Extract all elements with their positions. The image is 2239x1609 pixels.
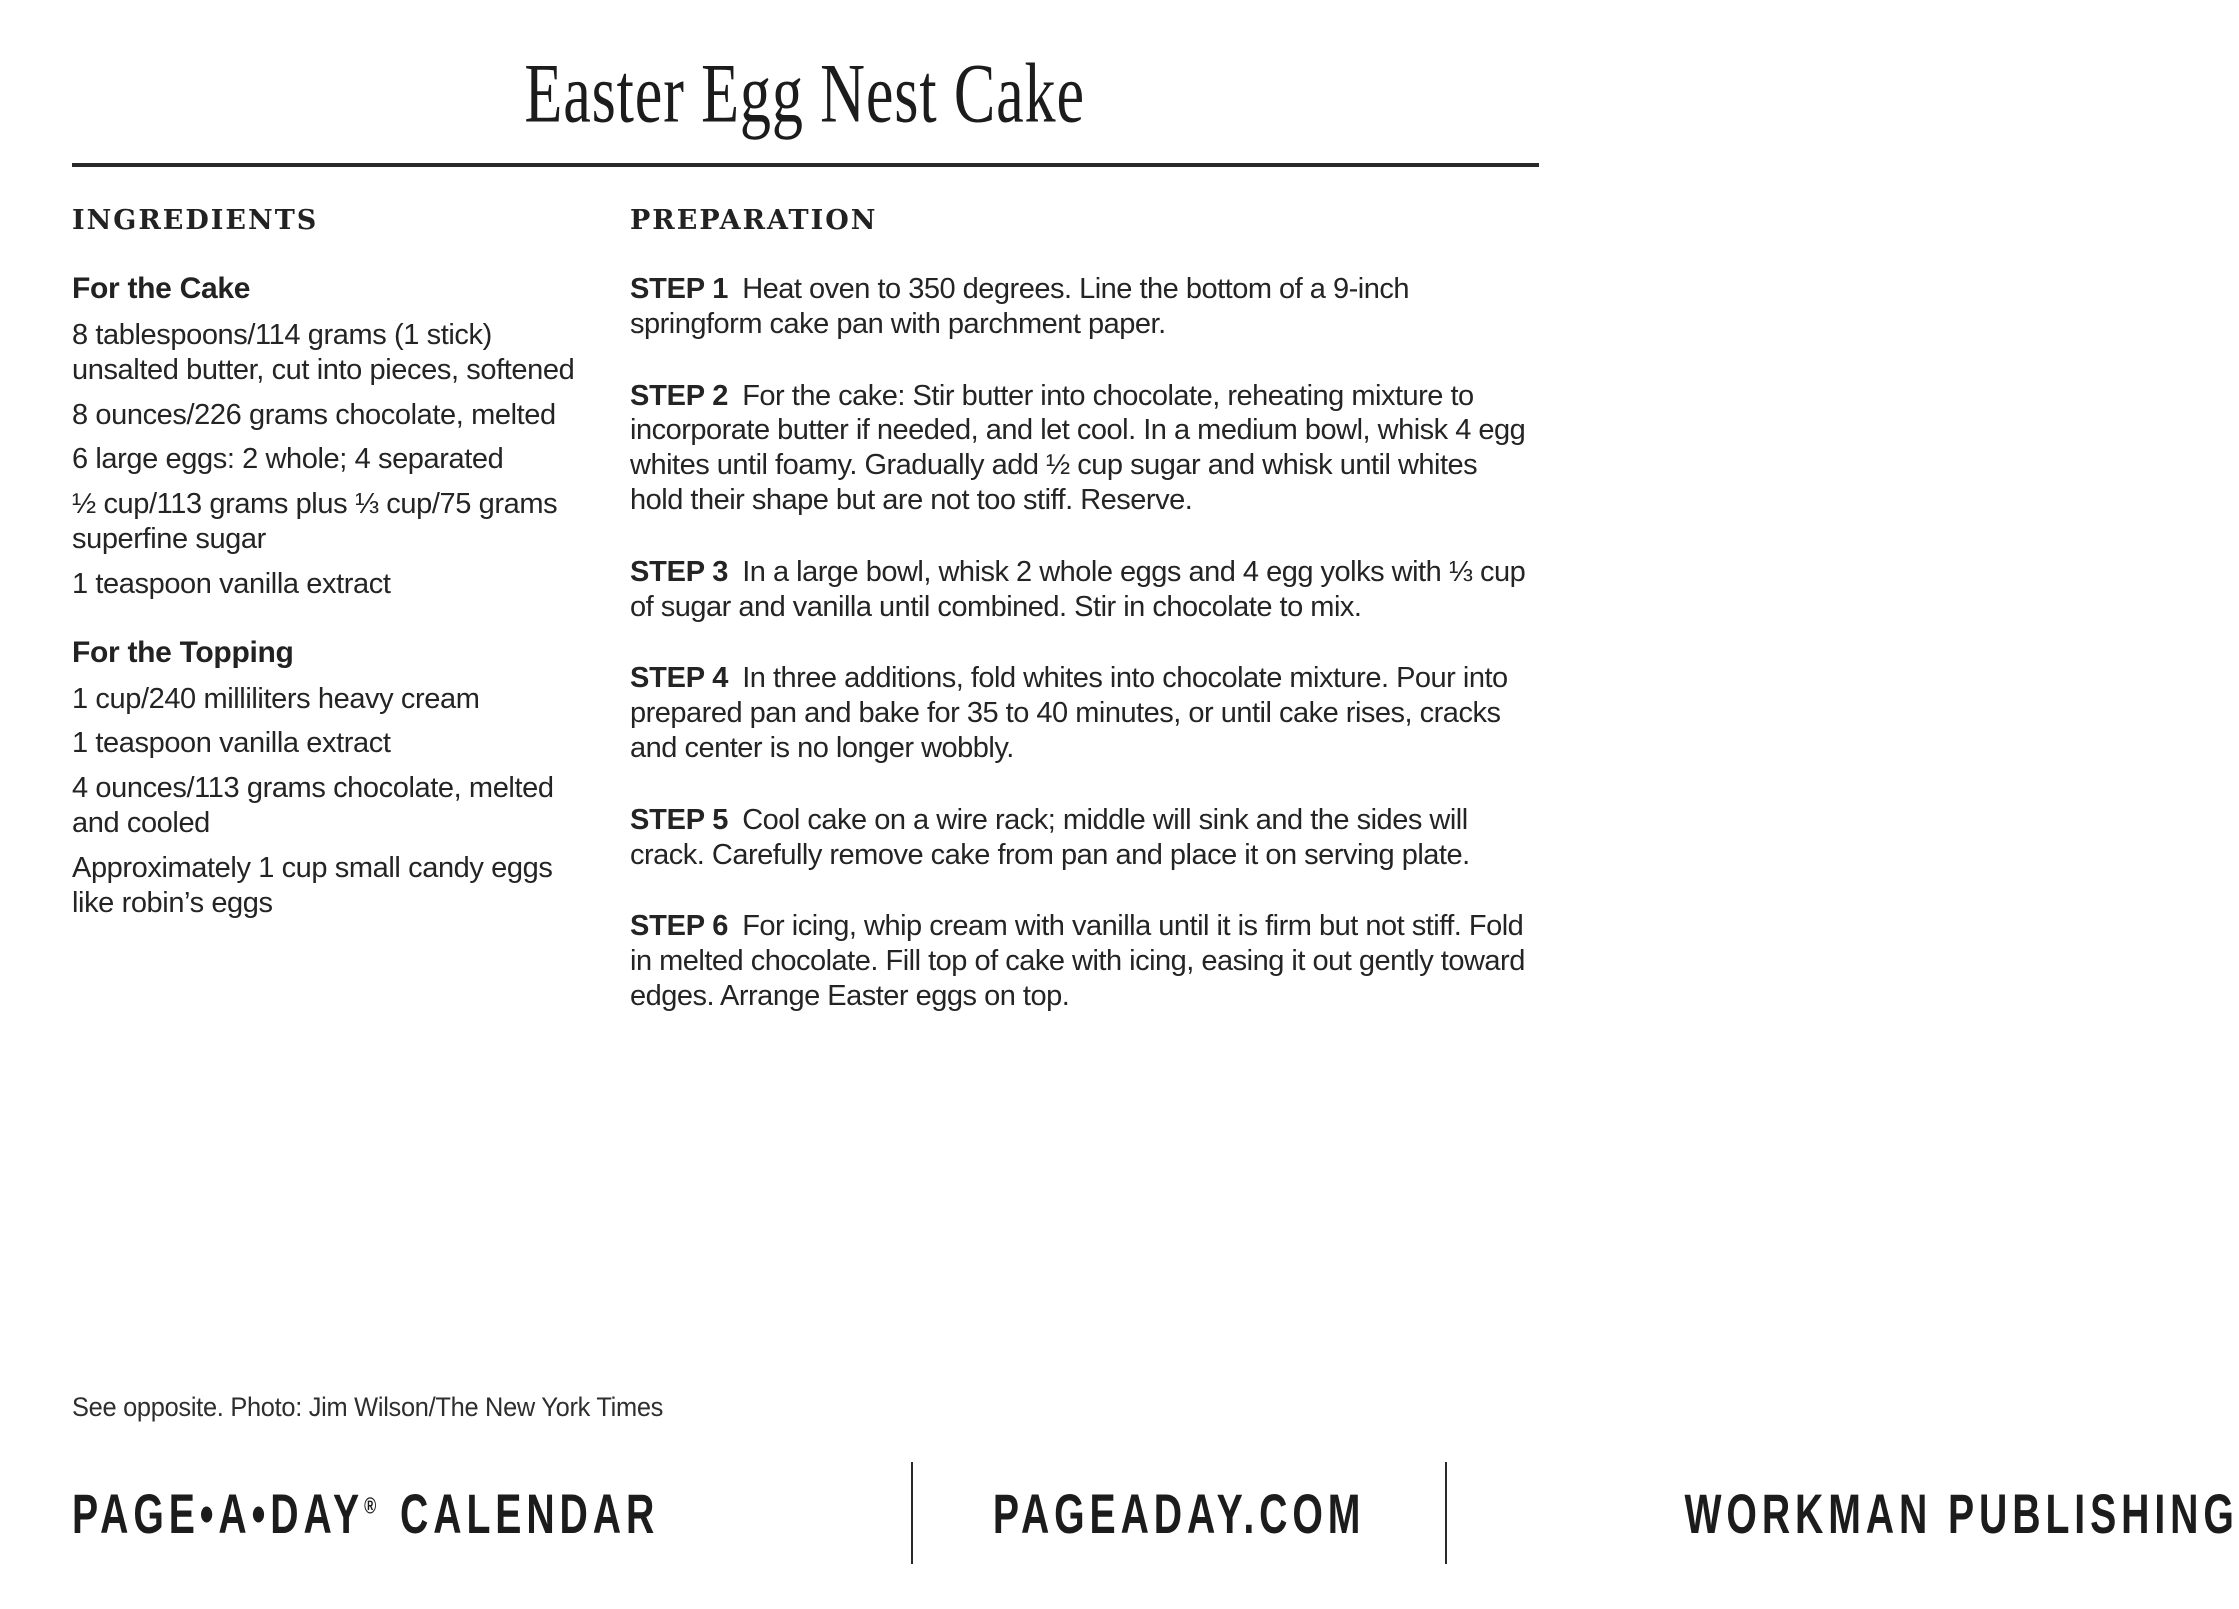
registered-mark: ® — [364, 1491, 377, 1518]
title-area — [0, 47, 1609, 141]
ingredient-item: ½ cup/113 grams plus ⅓ cup/75 grams superfine sugar — [72, 488, 558, 555]
ingredient-item: 4 ounces/113 grams chocolate, melted and cooled — [72, 772, 554, 839]
step-text: For the cake: Stir butter into chocolate, reheating mixture to incorporate butter if needed, and let cool. In a medium bowl, whisk 4 egg whites until foamy. Gradually add ½ cup sugar and whisk until whites hold their shape but are not too stiff. Reserve. — [630, 379, 1526, 516]
preparation-step — [630, 379, 1537, 518]
preparation-step — [630, 909, 1537, 1013]
footer-url-text: PAGEADAY.COM — [992, 1481, 1366, 1545]
content-columns — [72, 205, 1537, 1051]
title-divider — [72, 163, 1539, 167]
photo-credit: See opposite. Photo: Jim Wilson/The New York Times — [72, 1392, 664, 1422]
footer-brand — [72, 1462, 911, 1564]
footer-brand-text — [72, 1481, 659, 1546]
ingredient-item: 8 ounces/226 grams chocolate, melted — [72, 398, 556, 431]
step-text: In three additions, fold whites into chocolate mixture. Pour into prepared pan and bake for 35 to 40 minutes, or until cake rises, cracks and center is no longer wobbly. — [630, 662, 1508, 764]
ingredient-item: 1 teaspoon vanilla extract — [72, 567, 391, 600]
ingredient-section-heading: For the Topping — [72, 635, 294, 669]
preparation-step — [630, 555, 1537, 625]
step-label: STEP 5 — [630, 803, 729, 836]
ingredient-section-cake — [72, 272, 592, 602]
footer-url — [911, 1462, 1447, 1564]
brand-name: PAGE•A•DAY — [72, 1481, 365, 1545]
step-text: Cool cake on a wire rack; middle will sink and the sides will crack. Carefully remove cake from pan and place it on serving plate. — [630, 803, 1470, 871]
ingredient-section-topping — [72, 636, 592, 921]
ingredients-column — [72, 205, 592, 1051]
ingredient-item: 6 large eggs: 2 whole; 4 separated — [72, 443, 504, 476]
preparation-step — [630, 803, 1537, 873]
ingredient-section-heading: For the Cake — [72, 272, 251, 305]
page-title: Easter Egg Nest Cake — [524, 47, 1085, 141]
ingredient-item: Approximately 1 cup small candy eggs like robin’s eggs — [72, 851, 553, 919]
preparation-step — [630, 661, 1537, 765]
step-label: STEP 3 — [630, 555, 729, 588]
step-text: In a large bowl, whisk 2 whole eggs and 4 egg yolks with ⅓ cup of sugar and vanilla until combined. Stir in chocolate to mix. — [630, 555, 1526, 623]
preparation-heading: PREPARATION — [630, 205, 878, 236]
preparation-column — [630, 205, 1537, 1051]
step-text: For icing, whip cream with vanilla until it is firm but not stiff. Fold in melted chocolate. Fill top of cake with icing, easing it out gently toward edges. Arrange Easter eggs on top. — [630, 910, 1525, 1012]
preparation-step — [630, 272, 1537, 342]
step-label: STEP 6 — [630, 910, 729, 943]
footer — [72, 1462, 2239, 1564]
step-label: STEP 2 — [630, 379, 729, 412]
ingredient-item: 8 tablespoons/114 grams (1 stick) unsalted butter, cut into pieces, softened — [72, 319, 575, 386]
ingredient-item: 1 teaspoon vanilla extract — [72, 727, 391, 760]
brand-word: CALENDAR — [400, 1481, 660, 1545]
footer-publisher — [1447, 1462, 2239, 1564]
step-label: STEP 4 — [630, 662, 729, 695]
footer-publisher-text: WORKMAN PUBLISHING — [1684, 1481, 2239, 1545]
step-label: STEP 1 — [630, 273, 729, 305]
step-text: Heat oven to 350 degrees. Line the bottom of a 9-inch springform cake pan with parchment paper. — [630, 273, 1409, 340]
ingredient-item: 1 cup/240 milliliters heavy cream — [72, 682, 480, 715]
ingredients-heading: INGREDIENTS — [72, 205, 319, 236]
